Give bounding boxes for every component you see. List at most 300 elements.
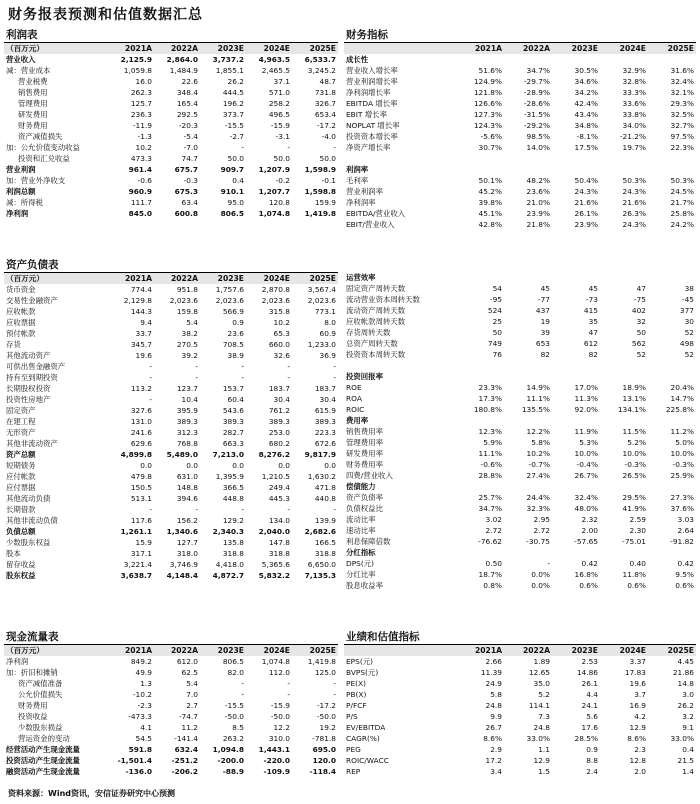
row-label: 负债总额 [6,527,36,536]
row-value: 147.8 [268,538,290,547]
row-value: 1,261.1 [120,527,152,536]
row-value: - [287,690,290,699]
row-value: 34.8% [574,121,598,130]
row-value: 32.8% [622,77,646,86]
row-value: 4,899.8 [120,450,152,459]
row-value: 653 [535,339,550,348]
row-label: 应收帐款周转天数 [346,317,406,326]
row-value: 54.5 [135,734,152,743]
row-label: ROA [346,394,362,403]
cashflow-section-title: 现金流量表 [4,628,338,645]
row-value: 675.7 [174,165,198,174]
row-value: 3.02 [485,515,502,524]
row-value: - [241,505,244,514]
row-value: 1,074.8 [258,209,290,218]
row-label: 分红指标 [346,548,376,557]
table-row [344,175,696,186]
table-row [344,219,696,230]
row-value [600,54,648,65]
row-value: 1.3 [140,679,152,688]
row-value: - [241,690,244,699]
row-value: -74.7 [178,712,198,721]
row-label: 净利润 [6,209,29,218]
row-value: 16.9 [629,701,646,710]
row-label: EBITDA 增长率 [346,99,398,108]
table-row [4,284,338,295]
row-value: -15.5 [224,121,244,130]
row-value: -0.6 [137,176,152,185]
row-value [504,54,552,65]
row-label: 减：营业成本 [6,66,51,75]
table-row [4,76,338,87]
row-value: 50 [492,328,502,337]
row-value [552,547,600,558]
year-header: 2021A [456,645,504,656]
row-label: 利息保障倍数 [346,537,391,546]
row-label: 营业税费 [18,77,48,86]
table-row [4,689,338,700]
page-title: 财务报表预测和估值数据汇总 [8,7,203,23]
row-value: -31.5% [523,110,550,119]
row-value: 263.2 [222,734,244,743]
table-row [344,65,696,76]
row-value: 37.6% [670,504,694,513]
fin-index-section-title: 财务指标 [344,26,696,43]
row-value: 26.1 [581,679,598,688]
row-value: 236.3 [130,110,152,119]
row-value: -4.0 [321,132,336,141]
row-value: 2.59 [629,515,646,524]
row-value: 15.9 [135,538,152,547]
row-label: 营业利润增长率 [346,77,398,86]
table-row [344,142,696,153]
row-value: 31.6% [670,66,694,75]
income-section-title: 利润表 [4,26,338,43]
row-value: 45 [540,284,550,293]
year-header: 2022A [154,273,200,284]
row-value: 120.8 [268,198,290,207]
row-value: 92.0% [574,405,598,414]
row-value: 389.3 [314,417,336,426]
row-value [648,54,696,65]
row-value: 135.5% [521,405,550,414]
row-label: 财务费用 [18,701,48,710]
row-value: -220.0 [263,756,290,765]
table-row [4,504,338,515]
row-value: - [195,373,198,382]
row-value: 45.1% [478,209,502,218]
row-value: 49.9 [135,668,152,677]
row-value: 125.7 [130,99,152,108]
row-label: 公允价值损失 [18,690,63,699]
row-value: 50.3% [622,176,646,185]
row-label: EBIT 增长率 [346,110,387,119]
table-row [4,548,338,559]
row-value: 318.8 [222,549,244,558]
row-label: ROIC/WACC [346,756,389,765]
row-value: 50.0 [227,154,244,163]
row-value: 45 [588,284,598,293]
row-value: 124.3% [473,121,502,130]
row-value: 32.5% [670,110,694,119]
table-row [4,109,338,120]
row-value: 21.6% [574,198,598,207]
table-row [4,98,338,109]
row-value: 5.2 [538,690,550,699]
row-label: 少数股东权益 [6,538,51,547]
row-label: 管理费用 [18,99,48,108]
table-row [344,470,696,481]
row-value [648,164,696,175]
row-value: -781.8 [312,734,336,743]
row-value: 448.8 [222,494,244,503]
row-value: - [333,690,336,699]
row-value: 24.4% [526,493,550,502]
row-value: -50.0 [316,712,336,721]
row-value: 14.7% [670,394,694,403]
row-label: EBIT/营业收入 [346,220,395,229]
year-header: 2022A [154,43,200,54]
table-row [4,667,338,678]
table-row [344,514,696,525]
table-row [344,305,696,316]
row-value: 21.6% [622,198,646,207]
row-value: 910.1 [220,187,244,196]
table-row [344,678,696,689]
table-row [344,197,696,208]
row-value: 26.7 [485,723,502,732]
row-value: 653.4 [314,110,336,119]
row-label: 股本 [6,549,21,558]
row-value: -251.2 [171,756,198,765]
table-row [344,667,696,678]
row-value: 389.3 [268,417,290,426]
row-value: 1,855.1 [215,66,244,75]
row-value: 29.5% [622,493,646,502]
row-value: 19.7% [622,143,646,152]
row-label: 投资资本增长率 [346,132,398,141]
row-value: - [287,143,290,152]
row-value: 282.7 [222,428,244,437]
row-value: -0.1 [321,176,336,185]
row-value: 0.0% [531,581,550,590]
row-value: 126.6% [473,99,502,108]
row-value: 17.0% [574,383,598,392]
row-value: 3,638.7 [120,571,152,580]
row-value: 166.5 [314,538,336,547]
row-value: - [287,362,290,371]
row-value: 21.7% [670,198,694,207]
row-value: 18.9% [622,383,646,392]
row-value: 395.9 [176,406,198,415]
row-value [504,164,552,175]
table-row [344,283,696,294]
row-value: 315.8 [268,307,290,316]
row-value: 50.0 [273,154,290,163]
table-row [344,722,696,733]
row-value: 196.2 [222,99,244,108]
table-row [344,569,696,580]
row-value: 82 [588,350,598,359]
row-label: 在建工程 [6,417,36,426]
row-value: 11.39 [480,668,502,677]
row-value: 0.9 [232,318,244,327]
row-value: -7.0 [183,143,198,152]
row-value: 8.6% [483,734,502,743]
row-value: -206.2 [171,767,198,776]
row-value: 144.3 [130,307,152,316]
row-value: 50.1% [478,176,502,185]
table-row [4,515,338,526]
row-value: 19.2 [319,723,336,732]
table-row [4,526,338,537]
row-value: 39 [540,328,550,337]
row-label: EPS(元) [346,657,373,666]
row-value: 36.9 [319,351,336,360]
row-value: 4.2 [634,712,646,721]
row-value: 1.4 [682,767,694,776]
year-header: 2024E [246,645,292,656]
row-value: 5.0% [675,438,694,447]
table-row [344,76,696,87]
row-value: 21.86 [672,668,694,677]
row-value: 120.0 [312,756,336,765]
row-value: 2.7 [186,701,198,710]
table-row [4,405,338,416]
row-label: 短期债务 [6,461,36,470]
row-label: 少数股东损益 [18,723,63,732]
row-value: 17.2 [485,756,502,765]
row-value: 0.6% [627,581,646,590]
row-label: 资产负债率 [346,493,383,502]
row-value: 82 [540,350,550,359]
row-value: -1,501.4 [117,756,152,765]
row-value: -45 [681,295,694,304]
row-label: 资产减值损失 [18,132,63,141]
row-value [552,153,600,164]
row-value: -1.3 [137,132,152,141]
row-value: 2,870.8 [261,285,290,294]
row-value: 14.9% [526,383,550,392]
row-value: 8,276.2 [258,450,290,459]
row-value: 8.5 [232,723,244,732]
row-label: 其他流动资产 [6,351,51,360]
row-value: -76.62 [478,537,502,546]
row-value [648,360,696,371]
row-value: 32.3% [526,504,550,513]
table-row [344,54,696,65]
row-value: 571.0 [268,88,290,97]
row-value: 2,465.5 [261,66,290,75]
row-value: 32 [636,317,646,326]
table-row [4,153,338,164]
row-value: 127.7 [176,538,198,547]
row-value: 10.2 [135,143,152,152]
row-value: 165.4 [176,99,198,108]
row-value: 23.6 [227,329,244,338]
row-label: 存货 [6,340,21,349]
row-value: 34.2% [574,88,598,97]
row-value: 2.32 [581,515,598,524]
row-label: 利润率 [346,165,369,174]
table-row [344,525,696,536]
row-value: 680.2 [268,439,290,448]
table-row [344,744,696,755]
row-label: 管理费用率 [346,438,383,447]
row-value: 134.1% [617,405,646,414]
row-value: -28.9% [523,88,550,97]
row-value [504,481,552,492]
row-label: 长期股权投资 [6,384,51,393]
row-value: 0.0% [531,570,550,579]
row-value: - [287,505,290,514]
row-value: 5.3% [579,438,598,447]
table-header-row [344,43,696,54]
row-value: 9.9 [490,712,502,721]
table-row [4,197,338,208]
table-row [344,503,696,514]
row-value: 30 [684,317,694,326]
row-value [504,415,552,426]
row-value: 32.9% [622,66,646,75]
row-value: 7.3 [538,712,550,721]
row-value: 1,233.0 [307,340,336,349]
table-row [344,393,696,404]
table-row [4,87,338,98]
table-row [344,689,696,700]
row-value: 951.8 [176,285,198,294]
row-label: 总资产周转天数 [346,339,398,348]
row-value: 312.3 [176,428,198,437]
row-value: 17.5% [574,143,598,152]
row-label: 经营活动产生现金流量 [6,745,80,754]
row-value: 148.8 [176,483,198,492]
row-label: PE(X) [346,679,366,688]
table-row [344,481,696,492]
row-value: 25 [492,317,502,326]
row-value: 62.5 [181,668,198,677]
table-row [344,208,696,219]
table-row [4,471,338,482]
income-statement [4,26,338,219]
year-header: 2021A [108,273,154,284]
row-label: 长期借款 [6,505,36,514]
row-value: 11.3% [574,394,598,403]
row-label: 营运资金的变动 [18,734,70,743]
row-value: -10.2 [132,690,152,699]
row-value: 2.66 [485,657,502,666]
row-value: 11.9% [574,427,598,436]
row-value [456,153,504,164]
row-label: 运营效率 [346,273,376,282]
table-row [4,295,338,306]
row-value: 113.2 [130,384,152,393]
row-value: 45.2% [478,187,502,196]
row-value [552,360,600,371]
table-row [344,536,696,547]
row-value: 498 [679,339,694,348]
row-label: ROE [346,383,362,392]
table-row [4,120,338,131]
row-value: 327.6 [130,406,152,415]
row-value: 28.8% [478,471,502,480]
row-value: 5.6 [586,712,598,721]
year-header: 2021A [456,43,504,54]
row-value: -109.9 [263,767,290,776]
row-value: 806.5 [220,209,244,218]
row-label: PEG [346,745,361,754]
row-value: 98.5% [526,132,550,141]
row-value: 183.7 [268,384,290,393]
row-label: REP [346,767,361,776]
row-value: -91.82 [670,537,694,546]
row-value [504,153,552,164]
row-label: CAGR(%) [346,734,380,743]
table-row [4,142,338,153]
row-value: 12.2 [273,723,290,732]
year-header: 2024E [600,645,648,656]
year-header: 2025E [292,43,338,54]
row-value: 1,395.9 [215,472,244,481]
row-value: 708.5 [222,340,244,349]
valuation-table [344,645,696,777]
row-value: -2.7 [229,132,244,141]
table-row [344,426,696,437]
row-value: 11.5% [622,427,646,436]
row-label: P/FCF [346,701,367,710]
row-label: 投资回报率 [346,372,383,381]
year-header: 2023E [552,43,600,54]
row-value: 95.0 [227,198,244,207]
row-value: 9,817.9 [304,450,336,459]
row-value: -15.9 [270,701,290,710]
row-label: 毛利率 [346,176,369,185]
table-row [344,459,696,470]
row-value [552,481,600,492]
table-row [4,383,338,394]
row-value: 444.5 [222,88,244,97]
row-value: 47 [588,328,598,337]
row-value: 0.4 [682,745,694,754]
row-value: 672.6 [314,439,336,448]
table-row [4,339,338,350]
row-value: 82.0 [227,668,244,677]
row-value: 33.0% [526,734,550,743]
year-header: 2023E [200,273,246,284]
row-value: 22.6 [181,77,198,86]
table-row [344,700,696,711]
row-value: 0.42 [581,559,598,568]
row-value: 10.0% [670,449,694,458]
row-label: BVPS(元) [346,668,379,677]
row-value: 23.6% [526,187,550,196]
row-label: 融资活动产生现金流量 [6,767,80,776]
row-value: -3.1 [275,132,290,141]
row-value [648,415,696,426]
row-value: 0.0 [324,461,336,470]
row-value: 183.7 [314,384,336,393]
row-value [552,164,600,175]
row-value: 50.4% [574,176,598,185]
row-value: 32.4% [670,77,694,86]
row-value: -5.6% [480,132,502,141]
row-value [648,481,696,492]
table-row [344,558,696,569]
row-label: 固定资产周转天数 [346,284,406,293]
fin-index-table [344,43,696,230]
table-row [344,547,696,558]
row-value: 129.2 [222,516,244,525]
